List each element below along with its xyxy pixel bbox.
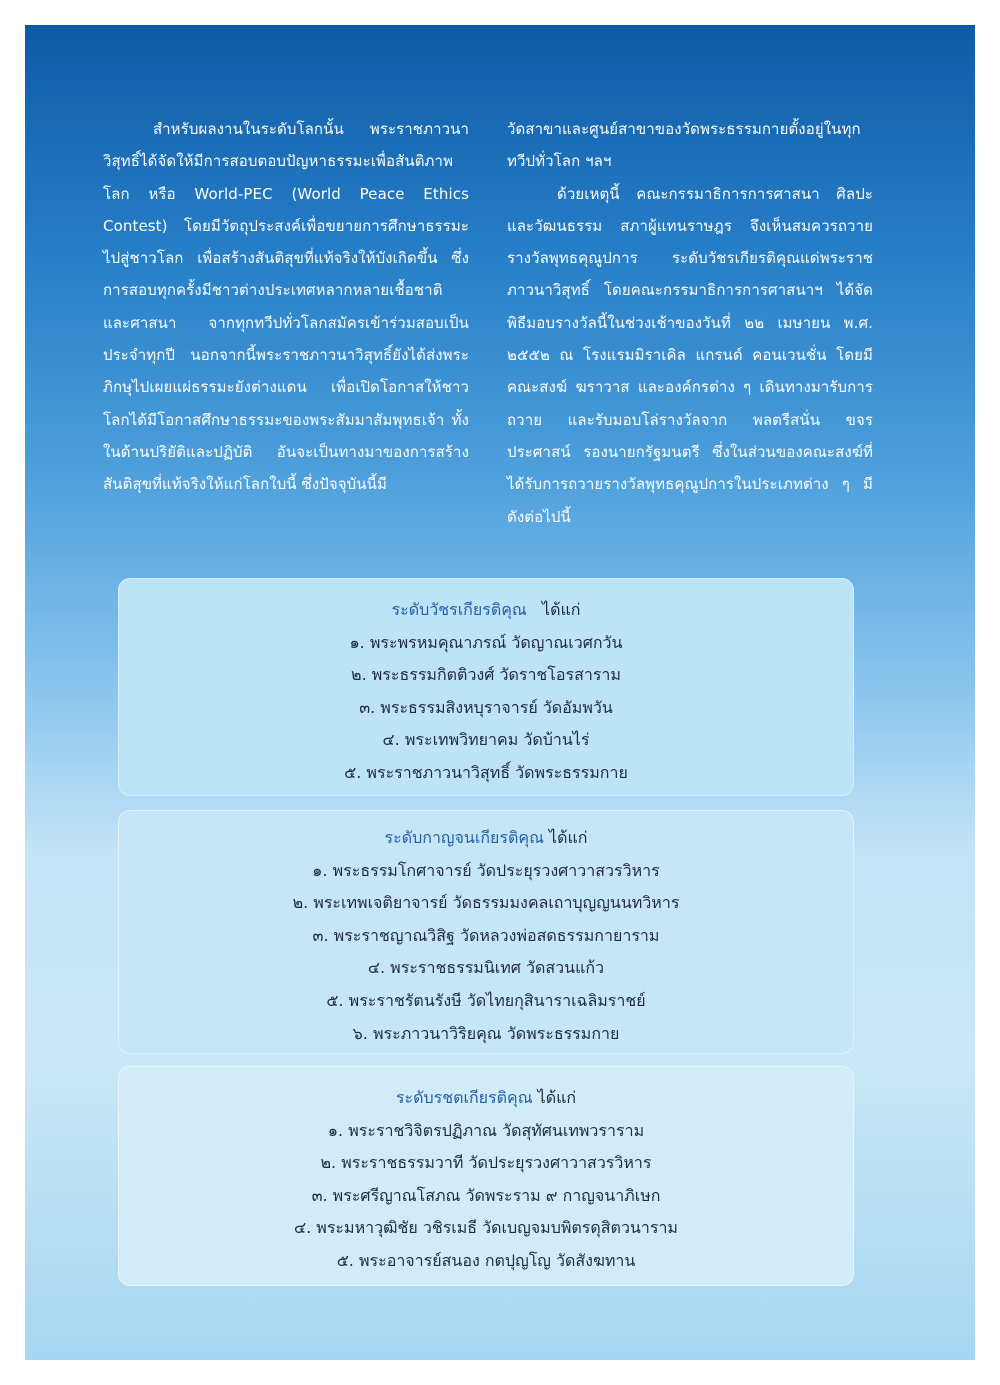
award-recipient: ๔. พระราชธรรมนิเทศ วัดสวนแก้ว: [367, 958, 605, 978]
award-recipient: ๕. พระราชรัตนรังษี วัดไทยกุสินาราเฉลิมราชย์: [326, 990, 646, 1010]
award-recipient: ๑. พระพรหมคุณาภรณ์ วัดญาณเวศกวัน: [349, 632, 623, 652]
article-paragraph: ด้วยเหตุนี้ คณะกรรมาธิการการศาสนา ศิลปะและวัฒนธรรม สภาผู้แทนราษฎร จึงเห็นสมควรถวายรางวัลพุทธคุณูปการ ระดับวัชรเกียรติคุณแด่พระราชภาวนาวิสุทธิ์ โดยคณะกรรมาธิการการศาสนาฯ ได้จัดพิธีมอบรางวัลนี้ในช่วงเช้าของวันที่ ๒๒ เมษายน พ.ศ. ๒๕๕๒ ณ โรงแรมมิราเคิล แกรนด์ คอนเวนชั่น โดยมีคณะสงฆ์ ฆราวาส และองค์กรต่าง ๆ เดินทางมารับการถวาย และรับมอบโล่รางวัลจาก พลตรีสนั่น ขจรประศาสน์ รองนายกรัฐมนตรี ซึ่งในส่วนของคณะสงฆ์ที่ได้รับการถวายรางวัลพุทธคุณูปการในประเภทต่าง ๆ มีดังต่อไปนี้: [507, 184, 873, 526]
award-recipient: ๓. พระศรีญาณโสภณ วัดพระราม ๙ กาญจนาภิเษก: [311, 1185, 661, 1205]
award-recipient: ๕. พระราชภาวนาวิสุทธิ์ วัดพระธรรมกาย: [344, 762, 628, 782]
award-level-name: ระดับรชตเกียรติคุณ: [395, 1088, 533, 1107]
award-box-kanchana: [118, 810, 854, 1054]
award-box-rajata: [118, 1066, 854, 1286]
award-recipient: ๓. พระธรรมสิงหบุราจารย์ วัดอัมพวัน: [359, 697, 613, 717]
award-recipient: ๓. พระราชญาณวิสิฐ วัดหลวงพ่อสดธรรมกายาราม: [312, 925, 660, 945]
award-recipient: ๖. พระภาวนาวิริยคุณ วัดพระธรรมกาย: [352, 1023, 620, 1043]
award-recipient-list: [119, 627, 853, 790]
award-level-title: [119, 594, 853, 627]
award-level-name: ระดับกาญจนเกียรติคุณ: [384, 828, 544, 847]
article-paragraph: วัดสาขาและศูนย์สาขาของวัดพระธรรมกายตั้งอยู่ในทุกทวีปทั่วโลก ฯลฯ: [507, 120, 861, 171]
award-recipient: ๑. พระธรรมโกศาจารย์ วัดประยุรวงศาวาสวรวิหาร: [312, 860, 660, 880]
award-level-name: ระดับวัชรเกียรติคุณ: [391, 600, 527, 619]
award-recipient: ๔. พระเทพวิทยาคม วัดบ้านไร่: [382, 730, 590, 750]
award-recipient: ๒. พระเทพเจติยาจารย์ วัดธรรมมงคลเถาบุญญนนทวิหาร: [292, 893, 680, 913]
award-level-suffix: ได้แก่: [542, 600, 581, 619]
award-box-vajra: [118, 578, 854, 796]
award-recipient-list: [119, 1115, 853, 1278]
article-paragraph: สำหรับผลงานในระดับโลกนั้น พระราชภาวนาวิสุทธิ์ได้จัดให้มีการสอบตอบปัญหาธรรมะเพื่อสันติภาพโลก หรือ World-PEC (World Peace Ethics Contest) โดยมีวัตถุประสงค์เพื่อขยายการศึกษาธรรมะไปสู่ชาวโลก เพื่อสร้างสันติสุขที่แท้จริงให้บังเกิดขึ้น ซึ่งการสอบทุกครั้งมีชาวต่างประเทศหลากหลายเชื้อชาติและศาสนา จากทุกทวีปทั่วโลกสมัครเข้าร่วมสอบเป็นประจำทุกปี นอกจากนี้พระราชภาวนาวิสุทธิ์ยังได้ส่งพระภิกษุไปเผยแผ่ธรรมะยังต่างแดน เพื่อเปิดโอกาสให้ชาวโลกได้มีโอกาสศึกษาธรรมะของพระสัมมาสัมพุทธเจ้า ทั้งในด้านปริยัติและปฏิบัติ อันจะเป็นทางมาของการสร้างสันติสุขที่แท้จริงให้แก่โลกใบนี้ ซึ่งปัจจุบันนี้มี: [103, 120, 469, 494]
award-recipient: ๑. พระราชวิจิตรปฏิภาณ วัดสุทัศนเทพวราราม: [327, 1120, 645, 1140]
award-recipient: ๒. พระธรรมกิตติวงศ์ วัดราชโอรสาราม: [351, 665, 621, 685]
award-recipient: ๕. พระอาจารย์สนอง กตปุญโญ วัดสังฆทาน: [336, 1250, 636, 1270]
award-level-title: [119, 822, 853, 855]
article-left-column: [103, 113, 469, 501]
article-right-column: [507, 113, 873, 533]
award-level-suffix: ได้แก่: [549, 828, 588, 847]
award-recipient: ๒. พระราชธรรมวาที วัดประยุรวงศาวาสวรวิหาร: [320, 1153, 652, 1173]
award-recipient: ๔. พระมหาวุฒิชัย วชิรเมธี วัดเบญจมบพิตรดุสิตวนาราม: [294, 1218, 678, 1238]
award-level-title: [119, 1082, 853, 1115]
award-recipient-list: [119, 855, 853, 1051]
award-level-suffix: ได้แก่: [537, 1088, 577, 1107]
